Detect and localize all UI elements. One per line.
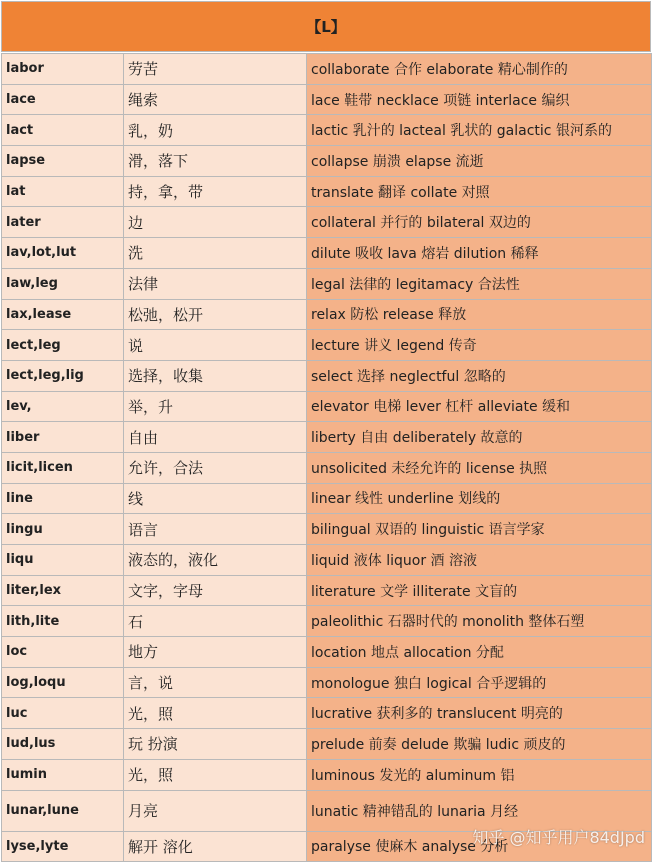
examples-cell: unsolicited 未经允许的 license 执照 <box>307 452 652 483</box>
table-row <box>2 360 652 391</box>
root-cell: liber <box>2 422 124 453</box>
root-cell: log,loqu <box>2 667 124 698</box>
meaning-cell: 持，拿，带 <box>124 176 307 207</box>
meaning-cell: 线 <box>124 483 307 514</box>
root-cell: loc <box>2 637 124 668</box>
root-cell: lyse,lyte <box>2 831 124 862</box>
table-row <box>2 299 652 330</box>
meaning-cell: 允许，合法 <box>124 452 307 483</box>
meaning-cell: 说 <box>124 330 307 361</box>
meaning-cell: 洗 <box>124 238 307 269</box>
root-cell: labor <box>2 54 124 85</box>
meaning-cell: 乳，奶 <box>124 115 307 146</box>
meaning-cell: 滑，落下 <box>124 146 307 177</box>
root-cell: luc <box>2 698 124 729</box>
examples-cell: bilingual 双语的 linguistic 语言学家 <box>307 514 652 545</box>
root-cell: lax,lease <box>2 299 124 330</box>
table-row <box>2 176 652 207</box>
examples-cell: select 选择 neglectful 忽略的 <box>307 360 652 391</box>
table-row <box>2 667 652 698</box>
examples-cell: elevator 电梯 lever 杠杆 alleviate 缓和 <box>307 391 652 422</box>
table-row <box>2 452 652 483</box>
root-cell: lav,lot,lut <box>2 238 124 269</box>
table-row <box>2 759 652 790</box>
table-row <box>2 115 652 146</box>
table-row <box>2 146 652 177</box>
meaning-cell: 光，照 <box>124 759 307 790</box>
meaning-cell: 劳苦 <box>124 54 307 85</box>
meaning-cell: 选择，收集 <box>124 360 307 391</box>
meaning-cell: 法律 <box>124 268 307 299</box>
examples-cell: collaborate 合作 elaborate 精心制作的 <box>307 54 652 85</box>
table-row <box>2 207 652 238</box>
meaning-cell: 光，照 <box>124 698 307 729</box>
root-cell: lingu <box>2 514 124 545</box>
examples-cell: paralyse 使麻木 analyse 分析 <box>307 831 652 862</box>
table-row <box>2 514 652 545</box>
meaning-cell: 绳索 <box>124 84 307 115</box>
table-header-title: 【L】 <box>1 1 651 52</box>
examples-cell: lecture 讲义 legend 传奇 <box>307 330 652 361</box>
meaning-cell: 边 <box>124 207 307 238</box>
root-cell: lev, <box>2 391 124 422</box>
meaning-cell: 语言 <box>124 514 307 545</box>
table-row <box>2 330 652 361</box>
word-root-table <box>1 53 652 862</box>
examples-cell: prelude 前奏 delude 欺骗 ludic 顽皮的 <box>307 729 652 760</box>
examples-cell: legal 法律的 legitamacy 合法性 <box>307 268 652 299</box>
examples-cell: translate 翻译 collate 对照 <box>307 176 652 207</box>
root-cell: lact <box>2 115 124 146</box>
root-cell: lect,leg,lig <box>2 360 124 391</box>
examples-cell: linear 线性 underline 划线的 <box>307 483 652 514</box>
meaning-cell: 玩 扮演 <box>124 729 307 760</box>
meaning-cell: 解开 溶化 <box>124 831 307 862</box>
meaning-cell: 月亮 <box>124 790 307 831</box>
table-row <box>2 575 652 606</box>
root-cell: liqu <box>2 545 124 576</box>
root-cell: later <box>2 207 124 238</box>
table-row <box>2 84 652 115</box>
table-row <box>2 54 652 85</box>
examples-cell: monologue 独白 logical 合乎逻辑的 <box>307 667 652 698</box>
root-cell: lat <box>2 176 124 207</box>
examples-cell: lucrative 获利多的 translucent 明亮的 <box>307 698 652 729</box>
table-row <box>2 268 652 299</box>
root-cell: law,leg <box>2 268 124 299</box>
examples-cell: literature 文学 illiterate 文盲的 <box>307 575 652 606</box>
examples-cell: dilute 吸收 lava 熔岩 dilution 稀释 <box>307 238 652 269</box>
meaning-cell: 文字，字母 <box>124 575 307 606</box>
table-row <box>2 422 652 453</box>
table-row <box>2 545 652 576</box>
root-cell: lud,lus <box>2 729 124 760</box>
examples-cell: paleolithic 石器时代的 monolith 整体石塑 <box>307 606 652 637</box>
root-cell: lunar,lune <box>2 790 124 831</box>
examples-cell: liquid 液体 liquor 酒 溶液 <box>307 545 652 576</box>
examples-cell: location 地点 allocation 分配 <box>307 637 652 668</box>
root-cell: licit,licen <box>2 452 124 483</box>
meaning-cell: 言，说 <box>124 667 307 698</box>
table-row <box>2 238 652 269</box>
examples-cell: collapse 崩溃 elapse 流逝 <box>307 146 652 177</box>
root-cell: line <box>2 483 124 514</box>
table-row <box>2 606 652 637</box>
root-cell: lace <box>2 84 124 115</box>
meaning-cell: 地方 <box>124 637 307 668</box>
examples-cell: lunatic 精神错乱的 lunaria 月经 <box>307 790 652 831</box>
table-row <box>2 637 652 668</box>
root-cell: liter,lex <box>2 575 124 606</box>
root-cell: lapse <box>2 146 124 177</box>
table-row <box>2 729 652 760</box>
meaning-cell: 石 <box>124 606 307 637</box>
meaning-cell: 松弛，松开 <box>124 299 307 330</box>
meaning-cell: 液态的，液化 <box>124 545 307 576</box>
examples-cell: relax 防松 release 释放 <box>307 299 652 330</box>
root-cell: lith,lite <box>2 606 124 637</box>
watermark: 知乎 @知乎用户84dJpd <box>472 828 645 847</box>
meaning-cell: 举，升 <box>124 391 307 422</box>
table-row <box>2 391 652 422</box>
examples-cell: lace 鞋带 necklace 项链 interlace 编织 <box>307 84 652 115</box>
examples-cell: collateral 并行的 bilateral 双边的 <box>307 207 652 238</box>
examples-cell: liberty 自由 deliberately 故意的 <box>307 422 652 453</box>
root-cell: lect,leg <box>2 330 124 361</box>
root-cell: lumin <box>2 759 124 790</box>
examples-cell: lactic 乳汁的 lacteal 乳状的 galactic 银河系的 <box>307 115 652 146</box>
meaning-cell: 自由 <box>124 422 307 453</box>
table-row <box>2 698 652 729</box>
examples-cell: luminous 发光的 aluminum 铝 <box>307 759 652 790</box>
table-row <box>2 483 652 514</box>
